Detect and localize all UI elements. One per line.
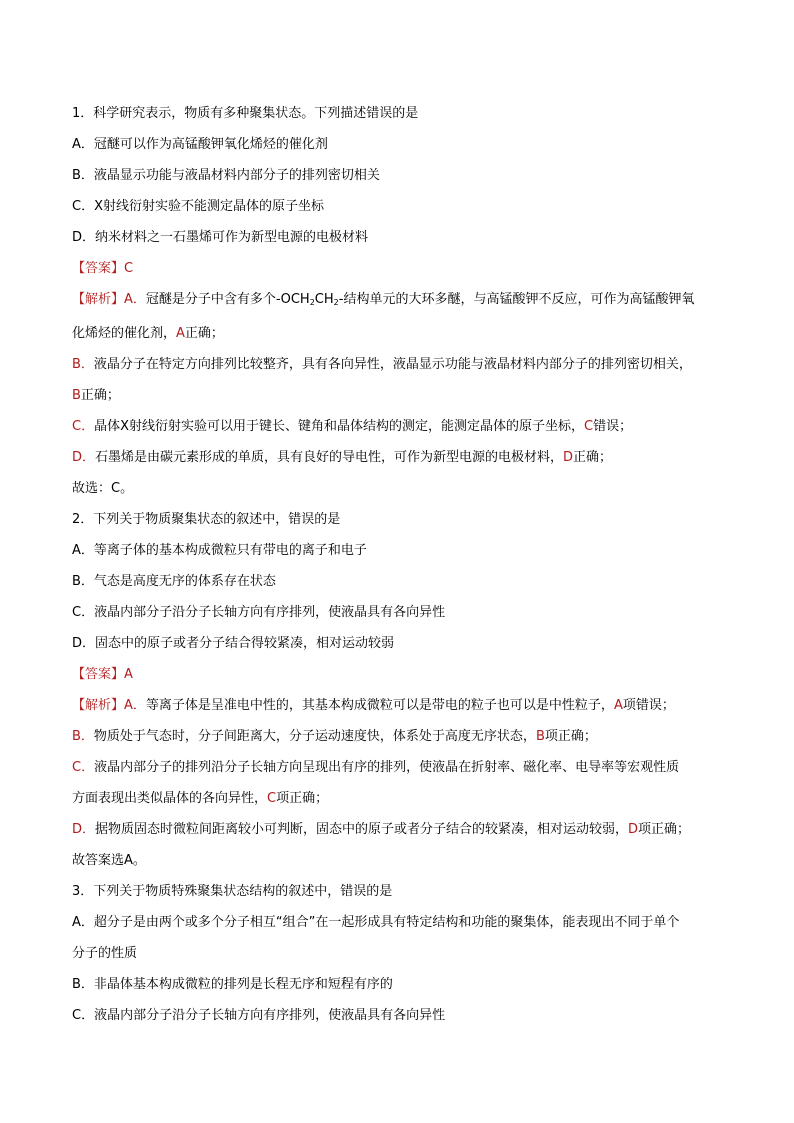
analysis-mark: A: [176, 326, 185, 341]
analysis-text: 物质处于气态时，分子间距离大，分子运动速度快，体系处于高度无序状态，: [93, 729, 536, 744]
question-1-analysis-a: [72, 284, 724, 318]
analysis-mark: B．: [72, 729, 94, 744]
question-2-option-c: C．液晶内部分子沿分子长轴方向有序排列，使液晶具有各向异性: [72, 605, 446, 620]
analysis-mark: A: [613, 698, 623, 713]
analysis-text: 错误；: [593, 419, 633, 434]
subscript: 2: [309, 298, 315, 307]
analysis-mark: D．: [72, 450, 96, 465]
question-1-analysis-b-cont: [72, 380, 724, 411]
analysis-mark: C: [267, 791, 277, 806]
analysis-mark: C．: [72, 760, 95, 775]
question-2-conclusion: 故答案选A。: [72, 853, 146, 868]
question-1-analysis-d: [72, 442, 724, 473]
question-1-option-c: C．X射线衍射实验不能测定晶体的原子坐标: [72, 199, 324, 214]
analysis-text: 石墨烯是由碳元素形成的单质，具有良好的导电性，可作为新型电源的电极材料，: [95, 450, 564, 465]
question-1-option-a: A．冠醚可以作为高锰酸钾氧化烯烃的催化剂: [72, 137, 328, 152]
analysis-text: 化烯烃的催化剂，: [72, 326, 177, 341]
question-2-answer: [72, 659, 724, 690]
analysis-text: 晶体X射线衍射实验可以用于键长、键角和晶体结构的测定，能测定晶体的原子坐标，: [94, 419, 584, 434]
question-2-stem: 2．下列关于物质聚集状态的叙述中，错误的是: [72, 512, 341, 527]
question-1-conclusion: 故选：C。: [72, 481, 134, 496]
analysis-tag: 【解析】: [72, 292, 125, 307]
analysis-text: 液晶分子在特定方向排列比较整齐，具有各向异性，液晶显示功能与液晶材料内部分子的排列密切相关，: [93, 357, 692, 372]
question-2-analysis-b: [72, 721, 724, 752]
question-3-option-a: A．超分子是由两个或多个分子相互“组合”在一起形成具有特定结构和功能的聚集体，能表现出不同于单个: [72, 915, 680, 930]
analysis-text: -结构单元的大环多醚，与高锰酸钾不反应，可作为高锰酸钾氧: [338, 292, 695, 307]
question-1-option-d: D．纳米材料之一石墨烯可作为新型电源的电极材料: [72, 230, 369, 245]
analysis-text: 项正确；: [276, 791, 329, 806]
document-content: [72, 98, 724, 1031]
analysis-text: 正确；: [573, 450, 613, 465]
analysis-mark: D: [628, 822, 639, 837]
question-2-analysis-a: [72, 690, 724, 721]
analysis-mark: C．: [72, 419, 95, 434]
analysis-mark: C: [584, 419, 594, 434]
answer-tag: 【答案】: [72, 667, 125, 682]
analysis-mark: D: [563, 450, 574, 465]
analysis-mark: B: [535, 729, 545, 744]
analysis-text: 正确；: [184, 326, 224, 341]
analysis-text: 项正确；: [638, 822, 691, 837]
question-2-analysis-c: [72, 752, 724, 783]
answer-value: A: [124, 667, 133, 682]
answer-tag: 【答案】: [72, 261, 125, 276]
question-1-analysis-c: [72, 411, 724, 442]
question-2-option-a: A．等离子体的基本构成微粒只有带电的离子和电子: [72, 543, 367, 558]
question-2-analysis-d: [72, 814, 724, 845]
question-1-analysis-a-cont: [72, 318, 724, 349]
analysis-mark: D．: [72, 822, 96, 837]
analysis-text: 项错误；: [622, 698, 675, 713]
question-1-stem: 1．科学研究表示，物质有多种聚集状态。下列描述错误的是: [72, 106, 419, 121]
analysis-text: 冠醚是分子中含有多个-OCH: [145, 292, 310, 307]
question-3-option-b: B．非晶体基本构成微粒的排列是长程无序和短程有序的: [72, 977, 393, 992]
analysis-text: CH: [314, 292, 334, 307]
analysis-text: 据物质固态时微粒间距离较小可判断，固态中的原子或者分子结合的较紧凑，相对运动较弱，: [95, 822, 629, 837]
analysis-mark: A．: [124, 292, 146, 307]
question-1-answer: [72, 253, 724, 284]
analysis-text: 项正确；: [544, 729, 597, 744]
subscript: 2: [333, 298, 339, 307]
question-1-analysis-b: [72, 349, 724, 380]
question-1-option-b: B．液晶显示功能与液晶材料内部分子的排列密切相关: [72, 168, 380, 183]
answer-value: C: [124, 261, 134, 276]
analysis-tag: 【解析】: [72, 698, 125, 713]
analysis-text: 方面表现出类似晶体的各向异性，: [72, 791, 268, 806]
question-3-stem: 3．下列关于物质特殊聚集状态结构的叙述中，错误的是: [72, 884, 393, 899]
question-2-option-d: D．固态中的原子或者分子结合得较紧凑，相对运动较弱: [72, 636, 395, 651]
analysis-mark: B: [72, 388, 81, 403]
question-2-option-b: B．气态是高度无序的体系存在状态: [72, 574, 276, 589]
analysis-mark: A．: [124, 698, 146, 713]
question-3-option-a-cont: 分子的性质: [72, 946, 138, 961]
analysis-text: 液晶内部分子的排列沿分子长轴方向呈现出有序的排列，使液晶在折射率、磁化率、电导率等宏观性质: [94, 760, 680, 775]
analysis-text: 正确；: [80, 388, 120, 403]
question-2-analysis-c-cont: [72, 783, 724, 814]
analysis-text: 等离子体是呈准电中性的，其基本构成微粒可以是带电的粒子也可以是中性粒子，: [145, 698, 614, 713]
analysis-mark: B．: [72, 357, 94, 372]
question-3-option-c: C．液晶内部分子沿分子长轴方向有序排列，使液晶具有各向异性: [72, 1008, 446, 1023]
